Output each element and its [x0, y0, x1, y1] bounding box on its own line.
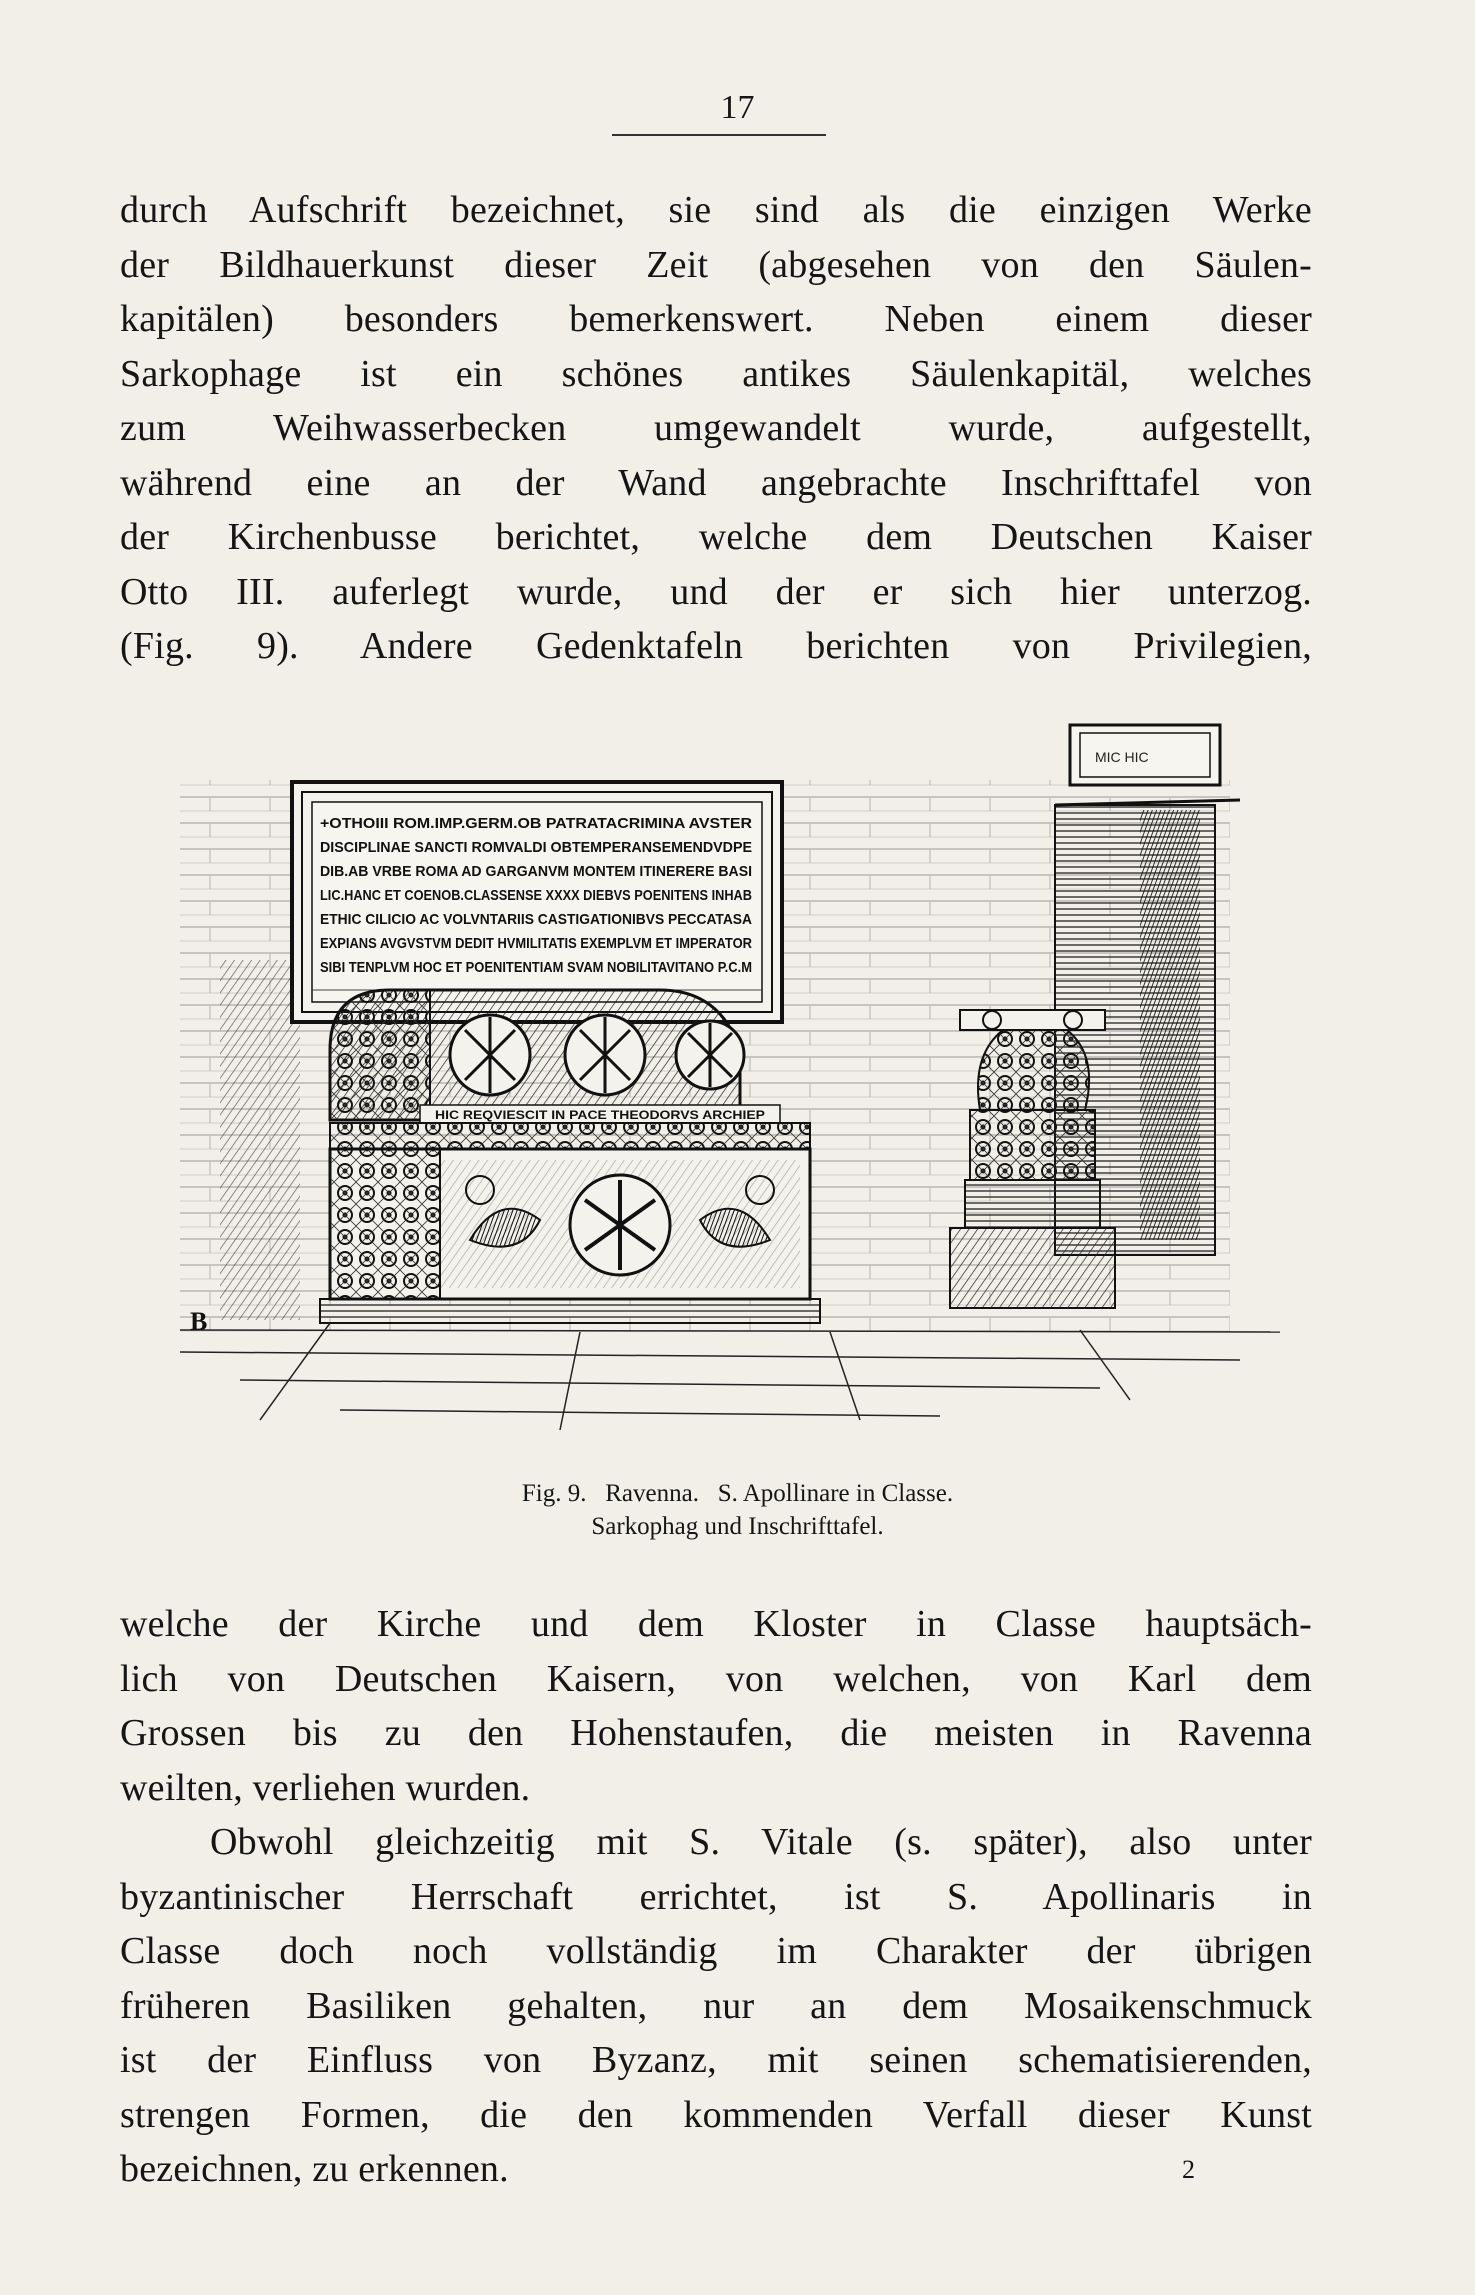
sarcophagus-inscription: HIC REQVIESCIT IN PACE THEODORVS ARCHIEP: [435, 1108, 765, 1122]
small-plaque: [1070, 725, 1220, 785]
figure-caption: [0, 1477, 1475, 1543]
sarcophagus-illustration: [180, 720, 1305, 1450]
text-line: strengen Formen, die den kommenden Verfall dieser Kunst: [120, 2093, 1312, 2136]
figure-engraving: [180, 720, 1305, 1450]
text-line: lich von Deutschen Kaisern, von welchen, von Karl dem: [120, 1657, 1312, 1700]
inscription-line: LIC.HANC ET COENOB.CLASSENSE XXXX DIEBVS POENITENS INHAB: [320, 887, 753, 904]
text-line: Grossen bis zu den Hohenstaufen, die meisten in Ravenna: [120, 1712, 1312, 1754]
inscription-line: DIB.AB VRBE ROMA AD GARGANVM MONTEM ITINERERE BASI: [320, 863, 752, 880]
text-line: bezeichnen, zu erkennen.: [120, 2148, 509, 2190]
signature-mark: 2: [1182, 2155, 1195, 2184]
text-line: Classe doch noch vollständig im Charakter der übrigen: [120, 1930, 1312, 1972]
page-number: 17: [720, 89, 755, 126]
text-line: während eine an der Wand angebrachte Inschrifttafel von: [120, 461, 1312, 504]
paragraph-top: [120, 183, 1312, 674]
text-line: früheren Basiliken gehalten, nur an dem Mosaikenschmuck: [120, 1984, 1312, 2027]
text-line: Otto III. auferlegt wurde, und der er sich hier unterzog.: [120, 570, 1312, 613]
inscription-line: DISCIPLINAE SANCTI ROMVALDI OBTEMPERANSEMENDVDPE: [320, 839, 752, 856]
inscription-line: SIBI TENPLVM HOC ET POENITENTIAM SVAM NOBILITAVITANO P.C.M: [320, 959, 752, 976]
caption-line: Fig. 9. Ravenna. S. Apollinare in Classe.: [521, 1480, 954, 1507]
caption-line: Sarkophag und Inschrifttafel.: [591, 1513, 884, 1540]
paragraph-bottom-1: [120, 1597, 1312, 1815]
inscription-line: ETHIC CILICIO AC VOLVNTARIIS CASTIGATIONIBVS PECCATASA: [320, 911, 753, 928]
inscription-line: +OTHOIII ROM.IMP.GERM.OB PATRATACRIMINA AVSTER: [320, 815, 753, 832]
text-line: weilten, verliehen wurden.: [120, 1766, 531, 1809]
text-line: welche der Kirche und dem Kloster in Classe hauptsäch-: [120, 1603, 1312, 1645]
text-line: ist der Einfluss von Byzanz, mit seinen schematisierenden,: [120, 2039, 1312, 2081]
paragraph-bottom-2: [120, 1815, 1312, 2197]
text-line: kapitälen) besonders bemerkenswert. Neben einem dieser: [120, 298, 1312, 340]
text-line: (Fig. 9). Andere Gedenktafeln berichten von Privilegien,: [120, 625, 1312, 667]
small-plaque-text: MIC HIC: [1095, 749, 1149, 765]
text-line: Obwohl gleichzeitig mit S. Vitale (s. später), also unter: [210, 1821, 1312, 1863]
header-rule: [612, 134, 826, 136]
text-line: der Bildhauerkunst dieser Zeit (abgesehen von den Säulen-: [120, 243, 1312, 286]
artist-monogram: B: [190, 1307, 208, 1336]
text-line: Sarkophage ist ein schönes antikes Säulenkapitäl, welches: [120, 352, 1312, 395]
text-line: zum Weihwasserbecken umgewandelt wurde, aufgestellt,: [120, 407, 1312, 449]
text-line: byzantinischer Herrschaft errichtet, ist S. Apollinaris in: [120, 1875, 1312, 1918]
inscription-tablet: [292, 782, 782, 1022]
text-line: der Kirchenbusse berichtet, welche dem Deutschen Kaiser: [120, 516, 1312, 558]
text-line: durch Aufschrift bezeichnet, sie sind als die einzigen Werke: [120, 189, 1312, 231]
inscription-line: EXPIANS AVGVSTVM DEDIT HVMILITATIS EXEMPLVM ET IMPERATOR: [320, 935, 753, 952]
